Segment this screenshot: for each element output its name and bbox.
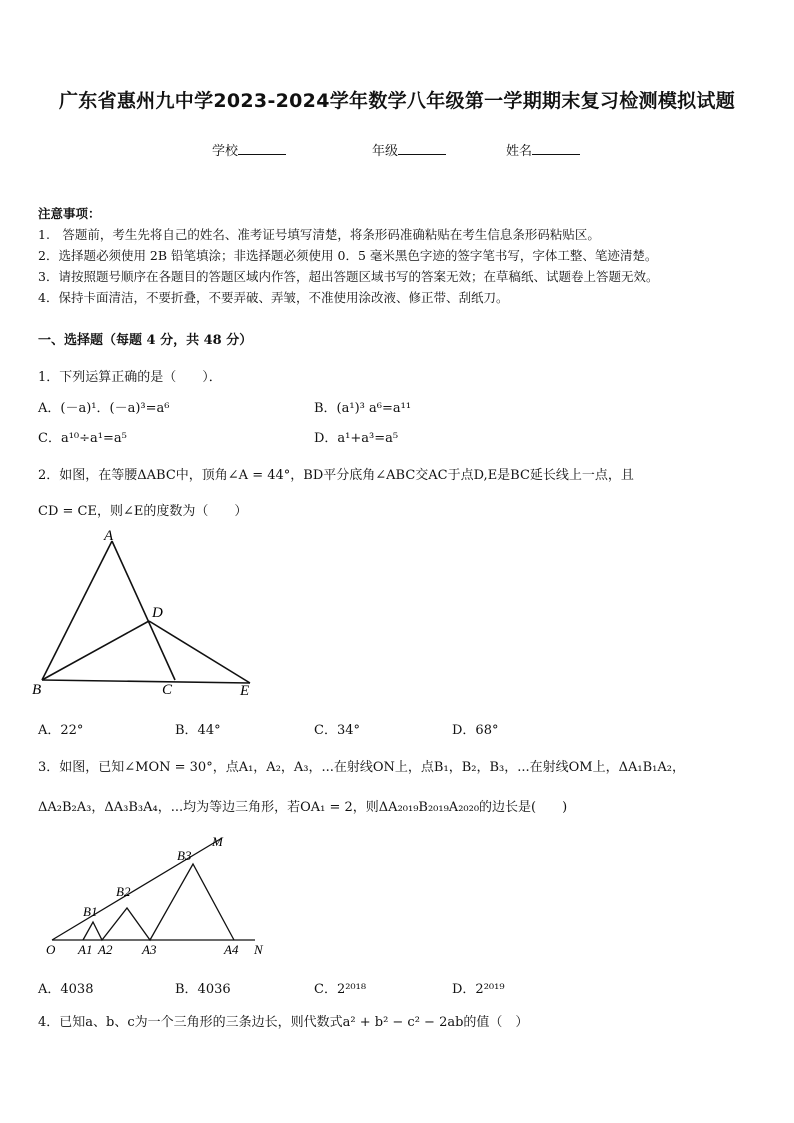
- question-2-stem-line1: 2．如图，在等腰ΔABC中，顶角∠A = 44°，BD平分底角∠ABC交AC于点D,E是BC延长线上一点，且: [38, 468, 634, 483]
- segment-be: [42, 680, 250, 683]
- notice-item: 3．请按照题号顺序在各题目的答题区域内作答，超出答题区域书写的答案无效；在草稿纸、试题卷上答题无效。: [38, 269, 659, 284]
- question-3-option-d: D．2²⁰¹⁹: [452, 982, 505, 997]
- notice-item: 2．选择题必须使用 2B 铅笔填涂；非选择题必须使用 0．5 毫米黑色字迹的签字笔书写，字体工整、笔迹清楚。: [38, 248, 658, 263]
- question-4-stem: 4．已知a、b、c为一个三角形的三条边长，则代数式a² + b² − c² − 2ab的值（ ）: [38, 1015, 529, 1030]
- question-1-option-c: C．a¹⁰÷a¹=a⁵: [38, 431, 127, 446]
- label-c: C: [162, 682, 173, 698]
- question-3-option-b: B．4036: [175, 982, 231, 997]
- segment-ac: [112, 541, 175, 680]
- question-3-stem-line2: ΔA₂B₂A₃，ΔA₃B₃A₄，...均为等边三角形，若OA₁ = 2，则ΔA₂₀₁₉B₂₀₁₉A₂₀₂₀的边长是( ): [38, 800, 568, 815]
- name-field: 姓名: [506, 140, 580, 159]
- question-1-option-a: A．(－a)¹．(－a)³=a⁶: [38, 401, 170, 416]
- segment-ab: [42, 541, 112, 680]
- grade-field: 年级: [372, 140, 446, 159]
- question-2-option-b: B．44°: [175, 723, 221, 738]
- label-d: D: [152, 605, 163, 621]
- label-b: B: [32, 682, 42, 698]
- question-1-option-b: B．(a¹)³ a⁶=a¹¹: [314, 401, 412, 416]
- school-field: 学校: [212, 140, 286, 159]
- label-a2: A2: [98, 942, 113, 957]
- label-a1: A1: [78, 942, 93, 957]
- notice-item: 4．保持卡面清洁，不要折叠，不要弄破、弄皱，不准使用涂改液、修正带、刮纸刀。: [38, 290, 509, 305]
- question-2-option-a: A．22°: [38, 723, 84, 738]
- label-a3: A3: [142, 942, 157, 957]
- label-n: N: [254, 942, 263, 957]
- label-o: O: [46, 942, 56, 957]
- question-1-stem: 1．下列运算正确的是（ ）．: [38, 370, 222, 385]
- label-b2: B2: [116, 884, 131, 899]
- label-b3: B3: [177, 848, 192, 863]
- question-3-option-a: A．4038: [38, 982, 94, 997]
- question-2-option-d: D．68°: [452, 723, 499, 738]
- question-1-option-d: D．a¹+a³=a⁵: [314, 431, 399, 446]
- ray-om: [52, 838, 222, 940]
- question-3-figure: [40, 830, 280, 965]
- label-e: E: [240, 683, 250, 699]
- section-heading: 一、选择题（每题 4 分，共 48 分）: [38, 333, 253, 348]
- question-2-figure: [30, 525, 270, 705]
- question-2-stem-line2: CD = CE，则∠E的度数为（ ）: [38, 504, 248, 519]
- question-2-option-c: C．34°: [314, 723, 360, 738]
- segment-bd: [42, 621, 149, 680]
- page-title: 广东省惠州九中学2023-2024学年数学八年级第一学期期末复习检测模拟试题: [58, 90, 736, 112]
- label-a4: A4: [224, 942, 239, 957]
- question-3-option-c: C．2²⁰¹⁸: [314, 982, 367, 997]
- notice-item: 1. 答题前，考生先将自己的姓名、准考证号填写清楚，将条形码准确粘贴在考生信息条形码粘贴区。: [38, 227, 600, 242]
- question-3-stem-line1: 3．如图，已知∠MON = 30°，点A₁，A₂，A₃，...在射线ON上，点B₁，B₂，B₃，...在射线OM上，ΔA₁B₁A₂，: [38, 760, 685, 775]
- notice-heading: 注意事项：: [38, 206, 101, 221]
- label-a: A: [104, 528, 114, 544]
- label-b1: B1: [83, 904, 98, 919]
- segment-de: [149, 621, 250, 683]
- label-m: M: [212, 834, 223, 849]
